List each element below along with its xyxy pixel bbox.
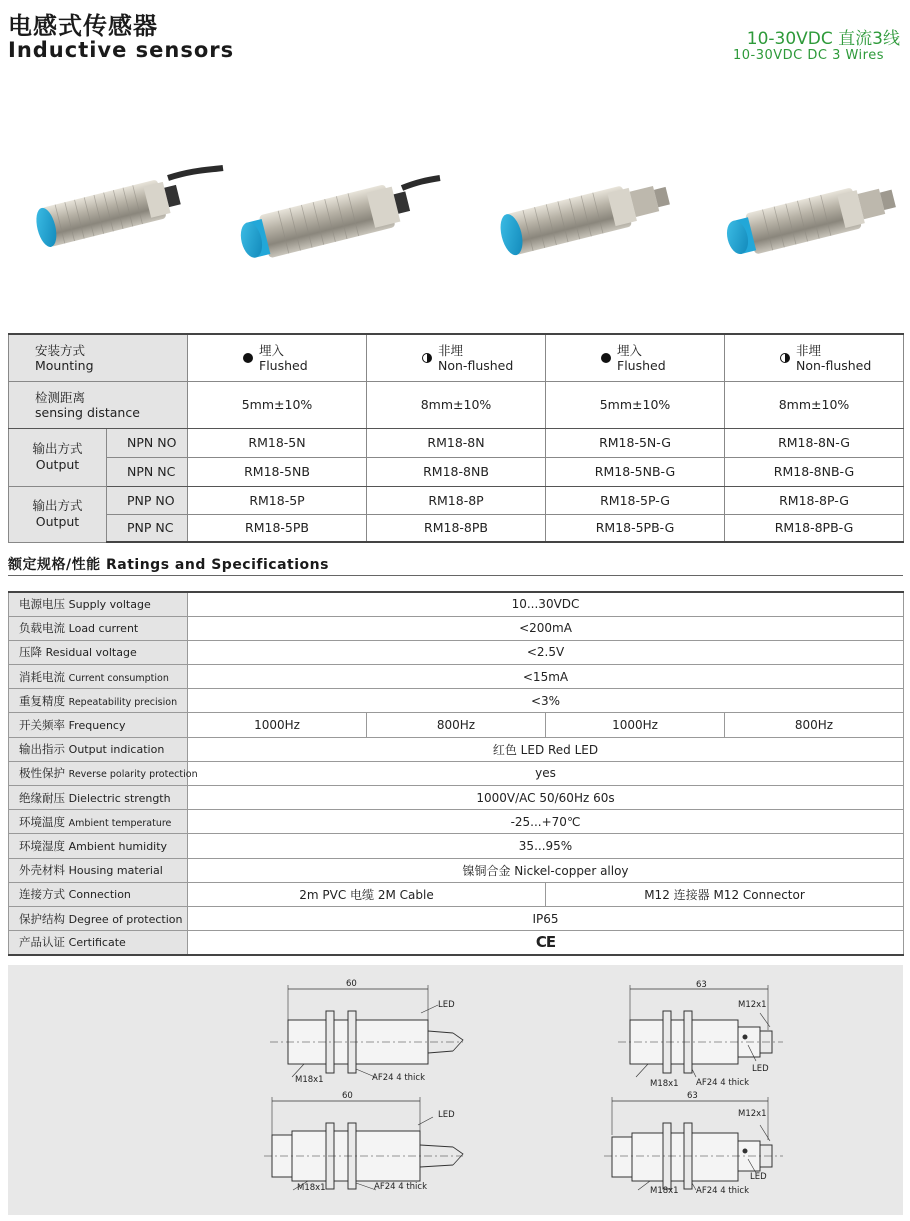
output-label: 输出方式 Output [9, 428, 107, 486]
distance-cell: 8mm±10% [367, 381, 546, 428]
dim-led: LED [752, 1064, 769, 1074]
distance-cell: 5mm±10% [546, 381, 725, 428]
dim-connector: M12x1 [738, 1000, 767, 1010]
spec-label: 保护结构 Degree of protection [9, 906, 188, 930]
spec-value: 2m PVC 电缆 2M Cable [188, 882, 546, 906]
page-title-cn: 电感式传感器 [8, 12, 158, 40]
spec-value: 1000V/AC 50/60Hz 60s [188, 786, 904, 810]
dim-led: LED [438, 1110, 455, 1120]
model-cell: RM18-8N [367, 428, 546, 457]
dim-thread: M18x1 [295, 1075, 324, 1085]
spec-value: 800Hz [367, 713, 546, 737]
output-type: NPN NO [107, 428, 188, 457]
spec-value: M12 连接器 M12 Connector [546, 882, 904, 906]
dim-thread: M18x1 [297, 1183, 326, 1193]
model-cell: RM18-8PB [367, 514, 546, 542]
dim-led: LED [750, 1172, 767, 1182]
model-cell: RM18-8PB-G [725, 514, 904, 542]
half-dot-icon [422, 353, 432, 363]
voltage-label-cn: 10-30VDC 直流3线 [746, 29, 900, 49]
spec-value: yes [188, 761, 904, 785]
spec-value: <2.5V [188, 640, 904, 664]
sensor-photo-cable-flush [18, 140, 228, 270]
spec-label: 环境湿度 Ambient humidity [9, 834, 188, 858]
drawing-cable-nonflush [264, 1097, 463, 1190]
spec-value: 红色 LED Red LED [188, 737, 904, 761]
dimension-drawings [8, 965, 903, 1215]
model-cell: RM18-5N [188, 428, 367, 457]
spec-table [8, 591, 904, 956]
model-cell: RM18-5P [188, 486, 367, 514]
spec-value: IP65 [188, 906, 904, 930]
spec-value: <15mA [188, 665, 904, 689]
specs-title: 额定规格/性能 Ratings and Specifications [8, 557, 329, 573]
output-type: PNP NO [107, 486, 188, 514]
model-cell: RM18-5P-G [546, 486, 725, 514]
half-dot-icon [780, 353, 790, 363]
drawing-cable-flush [270, 985, 463, 1077]
model-cell: RM18-5N-G [546, 428, 725, 457]
dim-nut: AF24 4 thick [696, 1078, 750, 1088]
dim-length: 60 [342, 1091, 353, 1101]
distance-cell: 8mm±10% [725, 381, 904, 428]
spec-value: <200mA [188, 616, 904, 640]
spec-value: 800Hz [725, 713, 904, 737]
dim-nut: AF24 4 thick [372, 1073, 426, 1083]
spec-value: 10...30VDC [188, 592, 904, 616]
filled-dot-icon [243, 353, 253, 363]
model-cell: RM18-5PB [188, 514, 367, 542]
mounting-cell: 非埋 Non-flushed [725, 334, 904, 381]
spec-label: 输出指示 Output indication [9, 737, 188, 761]
mounting-cell: 埋入 Flushed [546, 334, 725, 381]
spec-value: 35...95% [188, 834, 904, 858]
model-cell: RM18-8NB-G [725, 457, 904, 486]
dim-thread: M18x1 [650, 1186, 679, 1196]
spec-label: 负载电流 Load current [9, 616, 188, 640]
distance-label: 检测距离 sensing distance [9, 381, 188, 428]
output-label: 输出方式 Output [9, 486, 107, 542]
output-type: PNP NC [107, 514, 188, 542]
dim-led: LED [438, 1000, 455, 1010]
model-cell: RM18-8P-G [725, 486, 904, 514]
spec-label: 压降 Residual voltage [9, 640, 188, 664]
section-divider [8, 575, 903, 576]
dim-nut: AF24 4 thick [374, 1182, 428, 1192]
spec-value: <3% [188, 689, 904, 713]
ce-mark: CE [188, 931, 904, 955]
page-title-en: Inductive sensors [8, 38, 235, 62]
mounting-cell: 埋入 Flushed [188, 334, 367, 381]
filled-dot-icon [601, 353, 611, 363]
model-cell: RM18-5PB-G [546, 514, 725, 542]
spec-label: 消耗电流 Current consumption [9, 665, 188, 689]
sensor-photo-connector-flush [486, 145, 686, 270]
voltage-label-en: 10-30VDC DC 3 Wires [732, 48, 884, 63]
spec-label: 开关频率 Frequency [9, 713, 188, 737]
dim-thread: M18x1 [650, 1079, 679, 1089]
sensor-photo-cable-nonflush [232, 150, 442, 270]
output-type: NPN NC [107, 457, 188, 486]
sensor-photo-connector-nonflush [716, 148, 906, 273]
spec-label: 电源电压 Supply voltage [9, 592, 188, 616]
spec-label: 重复精度 Repeatability precision [9, 689, 188, 713]
distance-cell: 5mm±10% [188, 381, 367, 428]
drawings-svg [8, 965, 903, 1215]
spec-label: 外壳材料 Housing material [9, 858, 188, 882]
dim-length: 63 [687, 1091, 698, 1101]
dim-nut: AF24 4 thick [696, 1186, 750, 1196]
model-cell: RM18-8NB [367, 457, 546, 486]
model-cell: RM18-8N-G [725, 428, 904, 457]
model-table [8, 333, 904, 543]
spec-label: 产品认证 Certificate [9, 931, 188, 955]
spec-value: 1000Hz [546, 713, 725, 737]
spec-value: 镍铜合金 Nickel-copper alloy [188, 858, 904, 882]
dim-length: 60 [346, 979, 357, 989]
model-cell: RM18-8P [367, 486, 546, 514]
mounting-cell: 非埋 Non-flushed [367, 334, 546, 381]
spec-label: 极性保护 Reverse polarity protection [9, 761, 188, 785]
spec-value: -25...+70℃ [188, 810, 904, 834]
dim-connector: M12x1 [738, 1109, 767, 1119]
model-cell: RM18-5NB-G [546, 457, 725, 486]
model-cell: RM18-5NB [188, 457, 367, 486]
mounting-label: 安装方式 Mounting [9, 334, 188, 381]
spec-label: 连接方式 Connection [9, 882, 188, 906]
spec-label: 绝缘耐压 Dielectric strength [9, 786, 188, 810]
spec-value: 1000Hz [188, 713, 367, 737]
spec-label: 环境温度 Ambient temperature [9, 810, 188, 834]
dim-length: 63 [696, 980, 707, 990]
